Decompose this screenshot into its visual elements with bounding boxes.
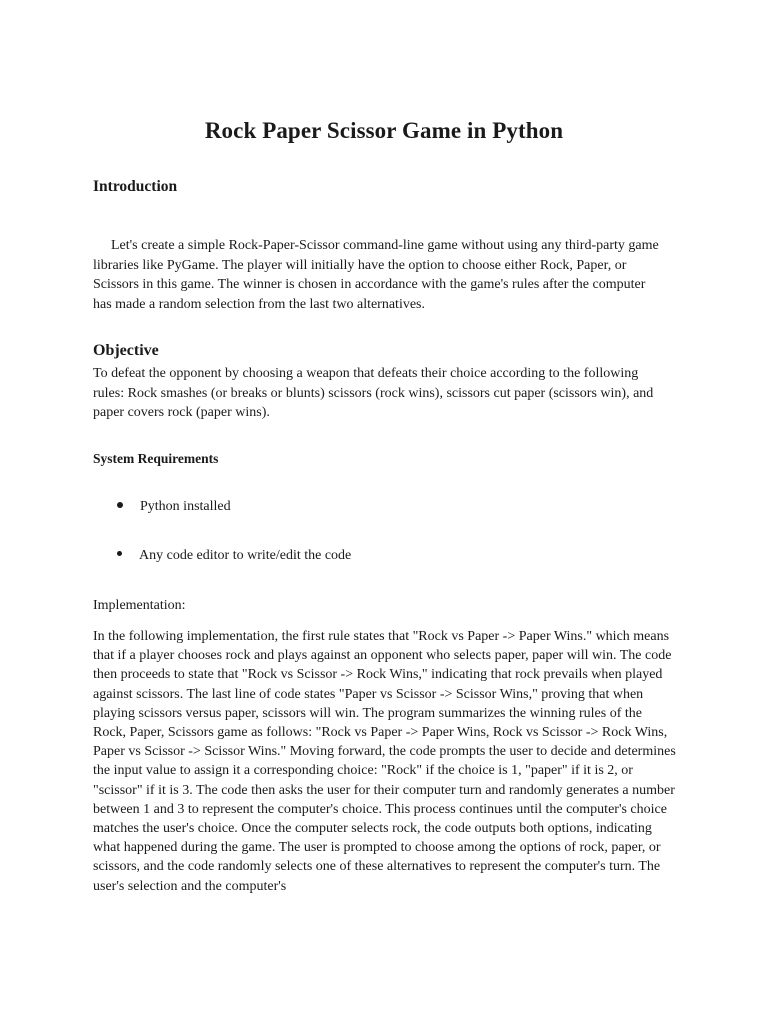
objective-paragraph: To defeat the opponent by choosing a weapon that defeats their choice according to the following rules: Rock smashes (or breaks or blunts) scissors (rock wins), scissors cut paper (scissors win), and paper covers rock (paper wins). bbox=[93, 366, 654, 421]
objective-heading: Objective bbox=[93, 342, 159, 359]
list-item-text: Any code editor to write/edit the code bbox=[139, 548, 352, 563]
bullet-icon bbox=[117, 502, 123, 508]
implementation-heading: Implementation: bbox=[93, 598, 186, 613]
list-item bbox=[117, 548, 351, 564]
page-title: Rock Paper Scissor Game in Python bbox=[204, 118, 564, 143]
introduction-heading: Introduction bbox=[93, 178, 178, 195]
implementation-paragraph: In the following implementation, the first rule states that "Rock vs Paper -> Paper Wins." which means that if a player chooses rock and plays against an opponent who selects paper, paper will win. The code then proceeds to state that "Rock vs Scissor -> Rock Wins," indicating that rock prevails when played against scissors. The last line of code states "Paper vs Scissor -> Scissor Wins," proving that when playing scissors versus paper, scissors will win. The program summarizes the winning rules of the Rock, Paper, Scissors game as follows: "Rock vs Paper -> Paper Wins, Rock vs Scissor -> Rock Wins, Paper vs Scissor -> Scissor Wins." Moving forward, the code prompts the user to decide and determines the input value to assign it a corresponding choice: "Rock" if the choice is 1, "paper" if it is 2, or "scissor" if it is 3. The code then asks the user for their computer turn and randomly generates a number between 1 and 3 to represent the computer's choice. This process continues until the computer's choice matches the user's choice. Once the computer selects rock, the code outputs both options, indicating what happened during the game. The user is prompted to choose among the options of rock, paper, or scissors, and the code randomly selects one of these alternatives to represent the computer's turn. The user's selection and the computer's bbox=[93, 629, 676, 894]
introduction-paragraph: Let's create a simple Rock-Paper-Scissor command-line game without using any third-party game libraries like PyGame. The player will initially have the option to choose either Rock, Paper, or Scissors in this game. The winner is chosen in accordance with the game's rules after the computer has made a random selection from the last two alternatives. bbox=[93, 238, 659, 312]
list-item bbox=[117, 499, 231, 515]
bullet-icon bbox=[117, 551, 122, 556]
list-item-text: Python installed bbox=[140, 499, 231, 514]
system-requirements-heading: System Requirements bbox=[93, 451, 219, 466]
